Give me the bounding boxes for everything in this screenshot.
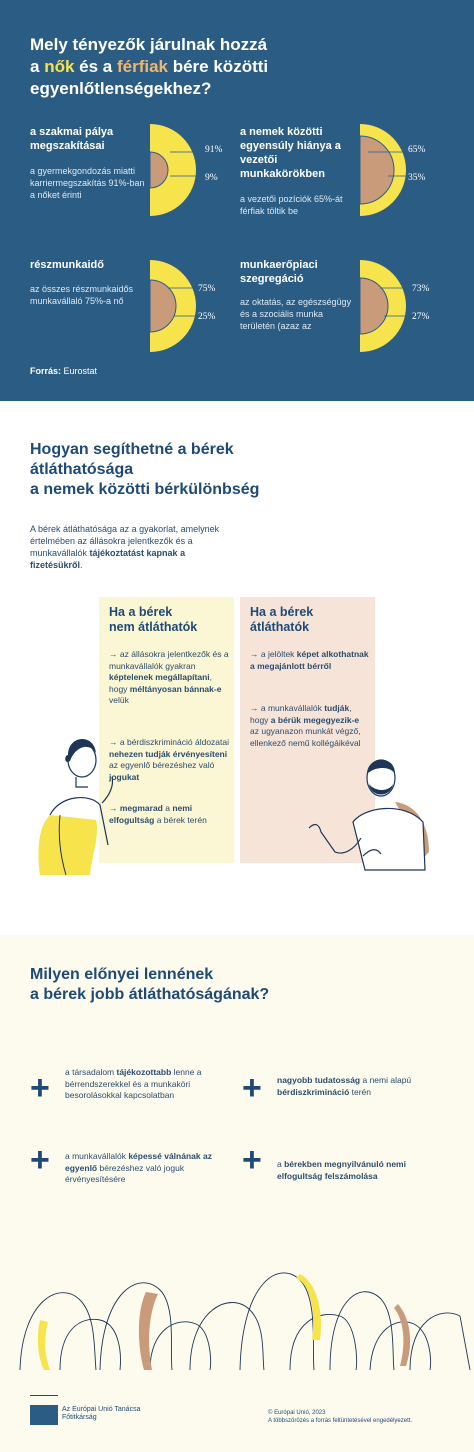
semicircle-chart: [358, 258, 418, 354]
pct-label: 91%: [205, 145, 223, 155]
semicircle-chart: [148, 258, 208, 354]
plus-icon: +: [242, 1141, 262, 1179]
benefit-item: a munkavállalók képessé válnának az egyenlő bérezéshez való joguk érvényesítésére: [65, 1151, 212, 1184]
pct-label: 65%: [408, 145, 426, 155]
bullet-item: → az állásokra jelentkezők és a munkavállalók gyakran képtelenek megállapítani, hogy méltányosan bánnak-e velük: [109, 649, 229, 705]
pct-label: 73%: [412, 284, 430, 294]
pct-label: 27%: [412, 312, 430, 322]
men-word: férfiak: [116, 57, 168, 76]
box-title: Ha a bérek átláthatók: [250, 605, 314, 634]
bullet-item: → a jelöltek képet alkothatnak a megajánlott bérről: [250, 649, 369, 671]
women-word: nők: [44, 57, 75, 76]
pct-label: 35%: [408, 173, 426, 183]
benefit-item: a társadalom tájékozottabb lenne a bérrendszerekkel és a munkaköri besorolásokkal kapcsolatban: [65, 1067, 202, 1100]
woman-illustration: [30, 725, 130, 885]
eu-flag-icon: [30, 1405, 58, 1425]
source-note: Forrás: Eurostat: [30, 366, 98, 376]
factor-title: a nemek közötti egyensúly hiánya a vezetői munkakörökben: [240, 126, 341, 180]
factor-desc: a vezetői pozíciók 65%-át férfiak töltik be: [240, 194, 343, 216]
factors-title: Mely tényezők járulnak hozzá a nők és a férfiak bére közötti egyenlőtlenségekhez?: [30, 35, 269, 98]
factor-desc: az összes részmunkaidős munkavállaló 75%-a nő: [30, 284, 134, 306]
council-logo: [30, 1395, 58, 1403]
factor-desc: a gyermekgondozás miatti karriermegszakítás 91%-ban a nőket érinti: [30, 166, 145, 200]
copyright-note: © Európai Unió, 2023 A többszörözés a forrás feltüntetésével engedélyezett.: [268, 1410, 413, 1424]
pct-label: 75%: [198, 284, 216, 294]
factor-title: részmunkaidő: [30, 259, 104, 271]
intro-text: A bérek átláthatósága az a gyakorlat, amelynek értelmében az állásokra jelentkezők és a munkavállalók tájékoztatást kapnak a fizetésükről.: [30, 524, 220, 570]
plus-icon: +: [30, 1069, 50, 1107]
plus-icon: +: [30, 1141, 50, 1179]
factor-title: a szakmai pálya megszakításai: [30, 126, 114, 152]
man-illustration: [305, 752, 435, 882]
bullet-item: → a munkavállalók tudják, hogy a bérük megegyezik-e az ugyanazon munkát végző, ellenkező nemű kollégáikéval: [250, 703, 361, 748]
semicircle-chart: [148, 122, 208, 218]
benefits-title: Milyen előnyei lennének a bérek jobb átláthatóságának?: [30, 966, 270, 1003]
semicircle-chart: [358, 122, 418, 218]
org-name: Az Európai Unió Tanácsa Főtitkárság: [62, 1406, 141, 1421]
transparency-title: Hogyan segíthetné a bérek átláthatósága a nemek közötti bérkülönbség: [30, 441, 260, 498]
box-title: Ha a bérek nem átláthatók: [109, 605, 198, 634]
factor-title: munkaerőpiaci szegregáció: [240, 259, 318, 285]
pct-label: 25%: [198, 312, 216, 322]
pct-label: 9%: [205, 173, 218, 183]
bullet-item: → a bérdiszkrimináció áldozatai nehezen tudják érvényesíteni az egyenlő bérezéshez való jogukat: [109, 737, 230, 782]
benefit-item: a bérekben megnyilvánuló nemi elfogultság felszámolása: [277, 1159, 406, 1181]
factors-section: [0, 0, 474, 401]
factor-desc: az oktatás, az egészségügy és a szociális munka területén (azaz az: [240, 297, 352, 331]
benefit-item: nagyobb tudatosság a nemi alapú bérdiszkrimináció terén: [277, 1075, 412, 1097]
bullet-item: → megmarad a nemi elfogultság a bérek terén: [109, 803, 207, 825]
benefits-section: [0, 935, 474, 1452]
crowd-illustration: [0, 1220, 474, 1370]
plus-icon: +: [242, 1069, 262, 1107]
